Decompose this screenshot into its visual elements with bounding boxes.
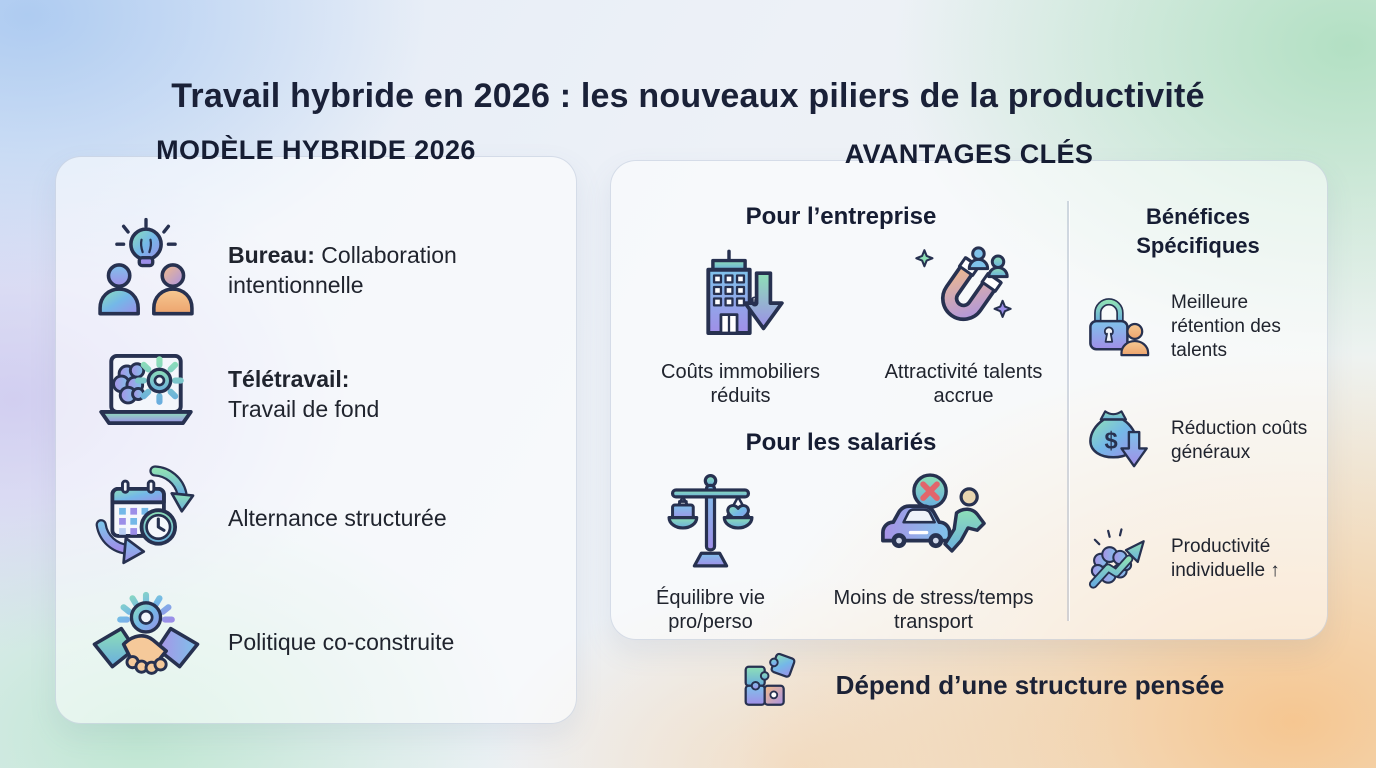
pillar-label-bold: Télétravail: bbox=[228, 365, 350, 392]
side-item-label: Productivité individuelle ↑ bbox=[1171, 536, 1280, 582]
pillar-politique bbox=[90, 583, 552, 701]
svg-text:$: $ bbox=[1104, 428, 1118, 455]
pillar-label-rest: Travail de fond bbox=[228, 396, 380, 422]
pillar-label bbox=[228, 627, 454, 657]
side-item-label: Meilleure rétention des talents bbox=[1171, 292, 1281, 362]
building-cost-down-icon bbox=[683, 241, 798, 356]
no-commute-icon bbox=[876, 467, 991, 582]
calendar-rotation-icon bbox=[90, 462, 202, 574]
pillar-list bbox=[56, 157, 576, 723]
benefit-attractivite bbox=[884, 241, 1044, 409]
right-panel-title: AVANTAGES CLÉS bbox=[844, 139, 1094, 169]
pillar-label bbox=[228, 364, 379, 425]
magnet-talents-icon bbox=[906, 241, 1021, 356]
side-item-retention bbox=[1083, 290, 1313, 364]
benefit-moins-stress bbox=[819, 467, 1049, 635]
benefit-couts-immobiliers bbox=[641, 241, 841, 409]
pillar-label-rest: Politique co-construite bbox=[228, 628, 455, 655]
people-lightbulb-icon bbox=[90, 214, 202, 326]
pillar-label-bold: Bureau: bbox=[228, 241, 315, 268]
benefit-label: Coûts immobiliers réduits bbox=[661, 361, 820, 408]
lock-retention-icon bbox=[1083, 290, 1157, 364]
pillar-teletravail bbox=[90, 335, 552, 453]
pillar-bureau bbox=[90, 211, 552, 329]
puzzle-icon bbox=[732, 644, 808, 726]
benefit-label: Équilibre vie pro/perso bbox=[656, 587, 765, 634]
left-panel-title: MODÈLE HYBRIDE 2026 bbox=[156, 135, 476, 165]
svg-text:€: € bbox=[750, 293, 759, 311]
work-life-balance-icon bbox=[653, 467, 768, 582]
benefit-equilibre bbox=[636, 467, 786, 635]
laptop-brain-gear-icon bbox=[90, 338, 202, 450]
entreprise-items bbox=[619, 241, 1065, 409]
heading-salaries: Pour les salariés bbox=[745, 429, 937, 456]
pillar-label-rest: Alternance structurée bbox=[228, 504, 447, 531]
pillar-label bbox=[228, 240, 528, 301]
benefices-specifiques-column bbox=[1083, 203, 1313, 596]
footer-label: Dépend d’une structure pensée bbox=[835, 669, 1225, 700]
handshake-gear-icon bbox=[90, 586, 202, 698]
heading-entreprise: Pour l’entreprise bbox=[745, 203, 937, 230]
benefit-label: Attractivité talents accrue bbox=[884, 361, 1043, 408]
benefit-label: Moins de stress/temps transport bbox=[833, 587, 1034, 634]
left-panel-modele-hybride bbox=[55, 135, 577, 724]
vertical-divider bbox=[1067, 201, 1069, 621]
right-panel-avantages bbox=[610, 139, 1328, 640]
pillar-label-rest: Collaboration intentionnelle bbox=[228, 241, 457, 298]
moneybag-cost-down-icon bbox=[1083, 404, 1157, 478]
pillar-alternance bbox=[90, 459, 552, 577]
heading-benefices: Bénéfices Spécifiques bbox=[1136, 204, 1260, 258]
side-item-productivite bbox=[1083, 522, 1313, 596]
pillar-label bbox=[228, 503, 447, 533]
brain-growth-icon bbox=[1083, 522, 1157, 596]
footer-note bbox=[620, 644, 1336, 726]
side-item-reduction bbox=[1083, 404, 1313, 478]
page-title: Travail hybride en 2026 : les nouveaux piliers de la productivité bbox=[171, 76, 1205, 115]
salaries-items bbox=[619, 467, 1065, 635]
side-item-label: Réduction coûts généraux bbox=[1171, 418, 1308, 464]
